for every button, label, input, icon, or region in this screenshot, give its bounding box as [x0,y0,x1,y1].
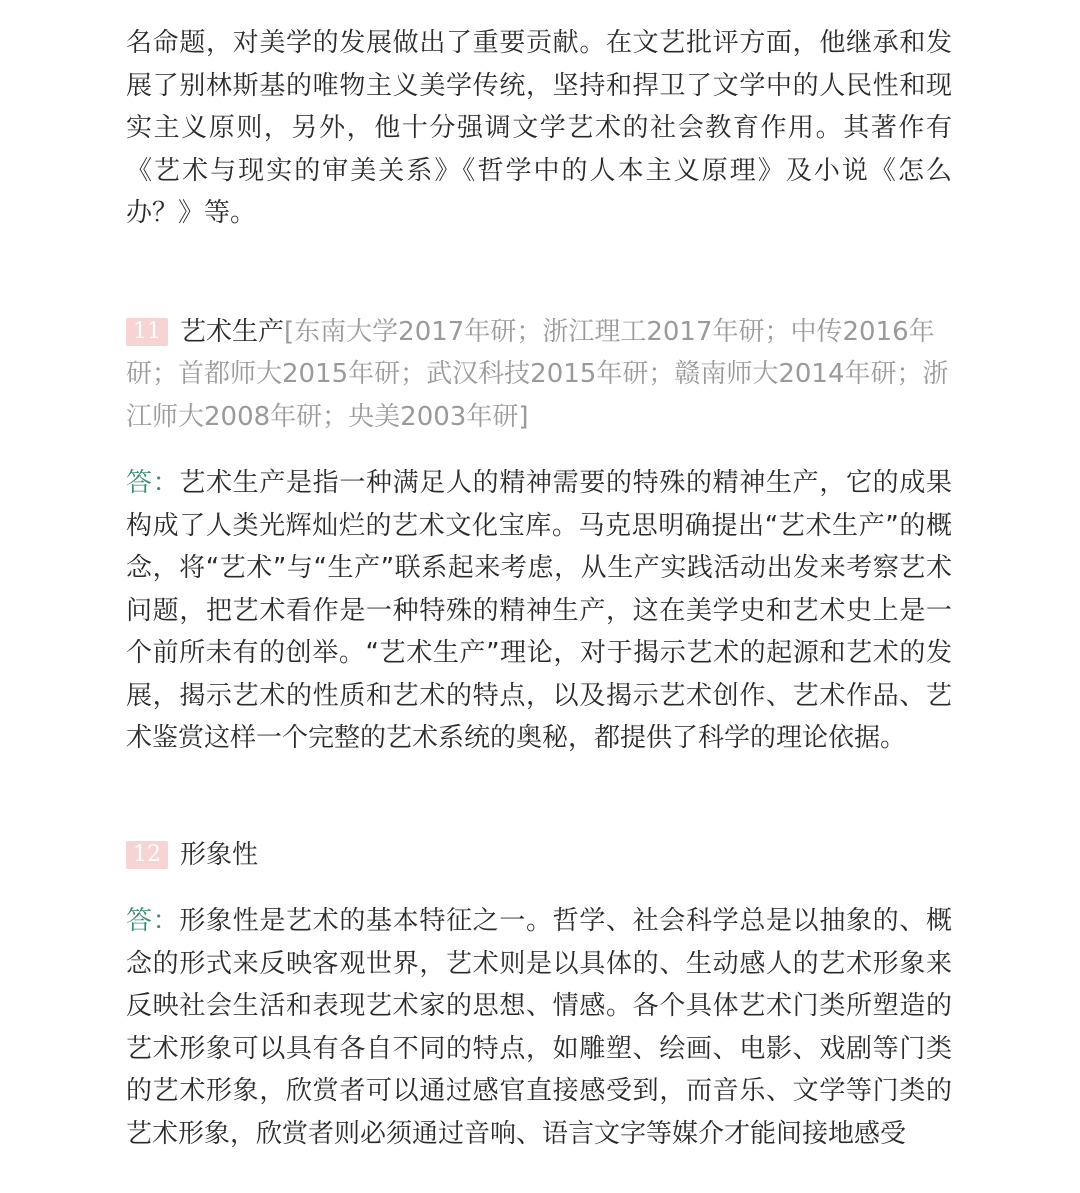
intro-paragraph: 名命题，对美学的发展做出了重要贡献。在文艺批评方面，他继承和发展了别林斯基的唯物主义美学传统，坚持和捍卫了文学中的人民性和现实主义原则，另外，他十分强调文学艺术的社会教育作用。其著作有《艺术与现实的审美关系》《哲学中的人本主义原理》及小说《怎么办？》等。 [126,28,952,228]
term-entry-11 [126,311,952,439]
answer-paragraph-11 [126,462,952,760]
term-title: 形象性 [180,839,259,870]
answer-label: 答： [126,906,180,936]
answer-paragraph-12 [126,900,952,1155]
document-page [126,22,952,1155]
term-source-citation: [东南大学2017年研；浙江理工2017年研；中传2016年研；首都师大2015年研；武汉科技2015年研；赣南师大2014年研；浙江师大2008年研；央美2003年研] [126,316,949,432]
answer-label: 答： [126,468,180,498]
term-title: 艺术生产 [180,316,285,347]
term-entry-12 [126,834,952,877]
entry-number-badge: 11 [126,318,168,346]
answer-text: 形象性是艺术的基本特征之一。哲学、社会科学总是以抽象的、概念的形式来反映客观世界，艺术则是以具体的、生动感人的艺术形象来反映社会生活和表现艺术家的思想、情感。各个具体艺术门类所塑造的艺术形象可以具有各自不同的特点，如雕塑、绘画、电影、戏剧等门类的艺术形象，欣赏者可以通过感官直接感受到，而音乐、文学等门类的艺术形象，欣赏者则必须通过音响、语言文字等媒介才能间接地感受 [126,906,952,1149]
answer-text: 艺术生产是指一种满足人的精神需要的特殊的精神生产，它的成果构成了人类光辉灿烂的艺术文化宝库。马克思明确提出“艺术生产”的概念，将“艺术”与“生产”联系起来考虑，从生产实践活动出发来考察艺术问题，把艺术看作是一种特殊的精神生产，这在美学史和艺术史上是一个前所未有的创举。“艺术生产”理论，对于揭示艺术的起源和艺术的发展，揭示艺术的性质和艺术的特点，以及揭示艺术创作、艺术作品、艺术鉴赏这样一个完整的艺术系统的奥秘，都提供了科学的理论依据。 [126,468,952,753]
entry-number-badge: 12 [126,841,168,869]
